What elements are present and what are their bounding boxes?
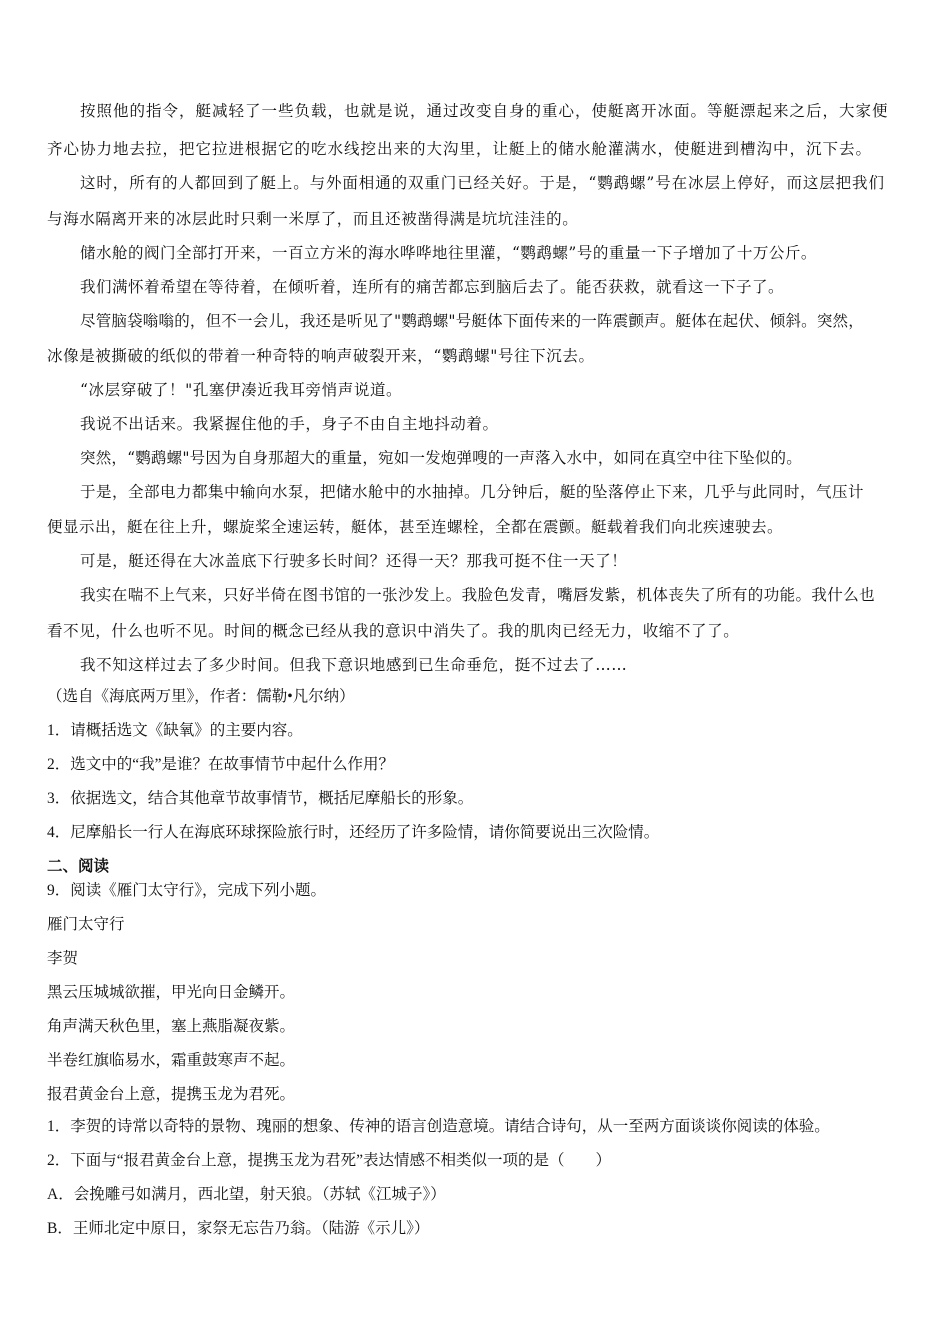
- question-item: 3．依据选文，结合其他章节故事情节，概括尼摩船长的形象。: [47, 790, 474, 807]
- passage-line: “冰层穿破了！"孔塞伊凑近我耳旁悄声说道。: [80, 381, 403, 399]
- passage-line: 我不知这样过去了多少时间。但我下意识地感到已生命垂危，挺不过去了……: [80, 656, 628, 674]
- passage-line: 齐心协力地去拉，把它拉进根据它的吃水线挖出来的大沟里，让艇上的储水舱灌满水，使艇进到槽沟中，沉下去。: [47, 140, 873, 158]
- question-9: 9．阅读《雁门太守行》，完成下列小题。: [47, 882, 327, 899]
- question-item: 4．尼摩船长一行人在海底环球探险旅行时，还经历了许多险情，请你简要说出三次险情。: [47, 824, 660, 841]
- option-a: A．会挽雕弓如满月，西北望，射天狼。（苏轼《江城子》）: [47, 1186, 446, 1203]
- question-item: 1．请概括选文《缺氧》的主要内容。: [47, 722, 303, 739]
- poem-line: 半卷红旗临易水，霜重鼓寒声不起。: [47, 1052, 296, 1069]
- passage-line: 我们满怀着希望在等待着，在倾听着，连所有的痛苦都忘到脑后去了。能否获救，就看这一下子了。: [80, 278, 785, 296]
- question-item: 2．选文中的“我”是谁？在故事情节中起什么作用？: [47, 756, 395, 773]
- passage-line: 储水舱的阀门全部打开来，一百立方米的海水哗哗地往里灌，“鹦鹉螺”号的重量一下子增加了十万公斤。: [80, 244, 817, 262]
- source-citation: （选自《海底两万里》，作者：儒勒•凡尔纳）: [47, 688, 355, 705]
- passage-line: 这时，所有的人都回到了艇上。与外面相通的双重门已经关好。于是，“鹦鹉螺”号在冰层上停好，而这层把我们: [80, 174, 885, 192]
- poem-line: 角声满天秋色里，塞上燕脂凝夜紫。: [47, 1018, 296, 1035]
- question-item: 2．下面与“报君黄金台上意，提携玉龙为君死”表达情感不相类似一项的是（ ）: [47, 1152, 612, 1169]
- poem-author: 李贺: [47, 950, 79, 967]
- poem-line: 黑云压城城欲摧，甲光向日金鳞开。: [47, 984, 296, 1001]
- section-heading: 二、阅读: [47, 858, 110, 875]
- passage-line: 尽管脑袋嗡嗡的，但不一会儿，我还是听见了"鹦鹉螺"号艇体下面传来的一阵震颤声。艇体在起伏、倾斜。突然，: [80, 312, 864, 330]
- passage-line: 突然，“鹦鹉螺"号因为自身那超大的重量，宛如一发炮弹嗖的一声落入水中，如同在真空中往下坠似的。: [80, 449, 802, 467]
- passage-line: 按照他的指令，艇减轻了一些负载，也就是说，通过改变自身的重心，使艇离开冰面。等艇漂起来之后，大家便: [80, 102, 889, 120]
- passage-line: 与海水隔离开来的冰层此时只剩一米厚了，而且还被凿得满是坑坑洼洼的。: [47, 210, 579, 228]
- passage-line: 于是，全部电力都集中输向水泵，把储水舱中的水抽掉。几分钟后，艇的坠落停止下来，几乎与此同时，气压计: [80, 483, 865, 501]
- passage-line: 看不见，什么也听不见。时间的概念已经从我的意识中消失了。我的肌肉已经无力，收缩不了了。: [47, 622, 740, 640]
- poem-title: 雁门太守行: [47, 916, 125, 933]
- question-item: 1．李贺的诗常以奇特的景物、瑰丽的想象、传神的语言创造意境。请结合诗句，从一至两方面谈谈你阅读的体验。: [47, 1118, 830, 1135]
- passage-line: 便显示出，艇在往上升，螺旋桨全速运转，艇体，甚至连螺栓，全都在震颤。艇载着我们向北疾速驶去。: [47, 518, 784, 536]
- passage-line: 可是，艇还得在大冰盖底下行驶多长时间？还得一天？那我可挺不住一天了！: [80, 552, 628, 570]
- passage-line: 冰像是被撕破的纸似的带着一种奇特的响声破裂开来，“鹦鹉螺"号往下沉去。: [47, 347, 595, 365]
- option-b: B．王师北定中原日，家祭无忘告乃翁。（陆游《示儿》）: [47, 1220, 430, 1237]
- poem-line: 报君黄金台上意，提携玉龙为君死。: [47, 1086, 296, 1103]
- passage-line: 我实在喘不上气来，只好半倚在图书馆的一张沙发上。我脸色发青，嘴唇发紫，机体丧失了所有的功能。我什么也: [80, 586, 876, 604]
- passage-line: 我说不出话来。我紧握住他的手，身子不由自主地抖动着。: [80, 415, 499, 433]
